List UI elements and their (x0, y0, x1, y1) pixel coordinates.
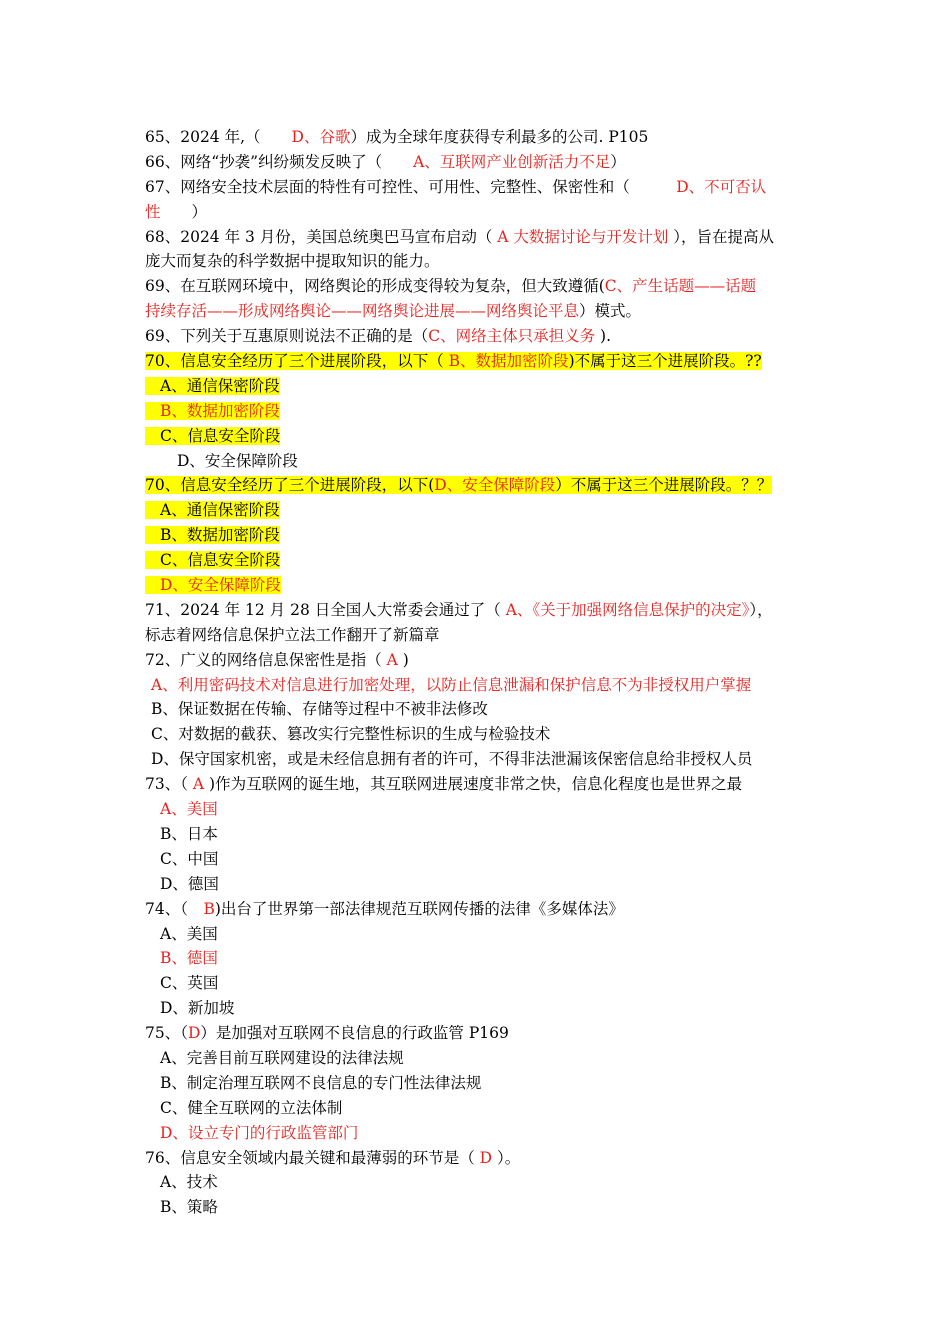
option-text: C、中国 (160, 849, 219, 868)
option-text: D、安全保障阶段 (177, 451, 298, 470)
question-q68 (145, 225, 810, 250)
answer-option (145, 1195, 810, 1220)
question-text: )出台了世界第一部法律规范互联网传播的法律《多媒体法》 (214, 899, 624, 918)
option-text: B、策略 (160, 1198, 218, 1217)
option-text: D、保守国家机密，或是未经信息拥有者的许可，不得非法泄漏该保密信息给非授权人员 (151, 750, 753, 769)
question-71-cont (145, 623, 810, 648)
question-text: 76、信息安全领域内最关键和最薄弱的环节是（ (145, 1148, 480, 1167)
option-label (151, 750, 752, 768)
answer-option (145, 946, 810, 971)
question-text: ）成为全球年度获得专利最多的公司. P105 (350, 128, 649, 146)
answer-option (145, 922, 810, 947)
question-text: ) (397, 650, 409, 669)
answer-option (145, 424, 810, 449)
answer-option (145, 1121, 810, 1146)
question-text: ）， (749, 600, 773, 619)
answer-option (145, 1170, 810, 1195)
option-label (160, 800, 218, 818)
answer-option (145, 747, 810, 772)
answer-option (145, 548, 810, 573)
correct-option-text: D、设立专门的行政监管部门 (160, 1123, 359, 1142)
answer-text: A、《关于加强网络信息保护的决定》 (505, 600, 750, 619)
question-text: ). (595, 327, 612, 346)
answer-text: D、安全保障阶段 (434, 476, 556, 495)
question-text: 70、信息安全经历了三个进展阶段，以下( (145, 476, 435, 495)
option-text: C、健全互联网的立法体制 (160, 1098, 343, 1117)
option-text: C、英国 (160, 974, 219, 993)
question-list (145, 125, 810, 1220)
answer-option (145, 996, 810, 1021)
question-text: 69、在互联网环境中，网络舆论的形成变得较为复杂，但大致遵循( (145, 277, 605, 296)
answer-text: 性 (145, 202, 161, 221)
option-label (151, 676, 751, 694)
option-text: D、新加坡 (160, 999, 235, 1018)
option-text: B、日本 (160, 824, 218, 843)
option-text: C、信息安全阶段 (160, 551, 281, 570)
option-label (145, 576, 281, 594)
answer-option (145, 1071, 810, 1096)
question-text: ）是加强对互联网不良信息的行政监管 P169 (200, 1024, 509, 1043)
question-text: 标志着网络信息保护立法工作翻开了新篇章 (145, 625, 440, 644)
question-text: 65、2024 年,（ (145, 128, 292, 146)
correct-option-text: B、德国 (160, 949, 218, 968)
question-70a (145, 349, 810, 374)
answer-option (145, 573, 810, 598)
option-text: A、通信保密阶段 (160, 501, 280, 520)
option-label (160, 949, 218, 967)
option-label (145, 551, 280, 569)
question-text: 75、（ (145, 1024, 188, 1043)
option-label (177, 452, 298, 470)
answer-option (145, 399, 810, 424)
option-text: C、信息安全阶段 (160, 426, 281, 445)
option-label (145, 526, 280, 544)
answer-option (145, 374, 810, 399)
answer-option (145, 797, 810, 822)
question-text: 67、网络安全技术层面的特性有可控性、可用性、完整性、保密性和（ (145, 177, 677, 196)
correct-option-text: B、数据加密阶段 (160, 401, 280, 420)
question-75 (145, 1021, 810, 1046)
answer-option (145, 673, 810, 698)
question-72 (145, 648, 810, 673)
option-text: A、技术 (160, 1173, 218, 1192)
question-70b (145, 473, 810, 498)
question-text: 73、（ (145, 775, 193, 794)
option-label (160, 1173, 218, 1191)
option-text: A、美国 (160, 924, 218, 943)
answer-text: D、不可否认 (676, 177, 767, 196)
question-q69b (145, 324, 810, 349)
question-q67 (145, 175, 810, 200)
option-label (160, 1099, 342, 1117)
question-text: 72、广义的网络信息保密性是指（ (145, 650, 387, 669)
question-74 (145, 897, 810, 922)
answer-text: A (192, 775, 205, 794)
option-text: B、数据加密阶段 (160, 526, 280, 545)
option-label (145, 377, 280, 395)
question-text: 69、下列关于互惠原则说法不正确的是（ (145, 327, 429, 346)
option-label (145, 402, 280, 420)
question-q68-cont (145, 249, 810, 274)
answer-option (145, 498, 810, 523)
answer-option (145, 971, 810, 996)
question-text: ） (610, 152, 626, 171)
question-text: 71、2024 年 12 月 28 日全国人大常委会通过了（ (145, 600, 506, 619)
answer-text: D (187, 1024, 201, 1043)
correct-option-text: A、利用密码技术对信息进行加密处理，以防止信息泄漏和保护信息不为非授权用户掌握 (151, 675, 752, 694)
option-label (160, 1198, 218, 1216)
question-text: 庞大而复杂的科学数据中提取知识的能力。 (145, 252, 440, 271)
option-text: B、制定治理互联网不良信息的专门性法律法规 (160, 1073, 482, 1092)
option-label (160, 875, 219, 893)
answer-text: B (203, 899, 215, 918)
option-label (151, 725, 550, 743)
question-text: )不属于这三个进展阶段。?? (568, 352, 762, 371)
option-label (160, 925, 218, 943)
option-text: B、保证数据在传输、存储等过程中不被非法修改 (151, 700, 488, 719)
answer-text: C、产生话题——话题 (604, 277, 757, 296)
option-label (160, 974, 218, 992)
answer-option (145, 523, 810, 548)
answer-text: A 大数据讨论与开发计划 (497, 227, 669, 246)
question-76 (145, 1146, 810, 1171)
option-label (160, 850, 218, 868)
question-73 (145, 772, 810, 797)
question-text: 74、（ (145, 899, 204, 918)
answer-option (145, 722, 810, 747)
correct-option-text: A、美国 (160, 800, 218, 819)
question-q69a (145, 274, 810, 299)
question-text: )作为互联网的诞生地，其互联网进展速度非常之快，信息化程度也是世界之最 (204, 775, 743, 794)
highlight (145, 352, 762, 370)
option-label (151, 700, 488, 718)
answer-option (145, 1096, 810, 1121)
option-label (145, 427, 280, 445)
answer-option (145, 449, 810, 474)
question-q67-cont (145, 200, 810, 225)
option-label (160, 1074, 481, 1092)
option-text: A、通信保密阶段 (160, 376, 280, 395)
option-text: A、完善目前互联网建设的法律法规 (160, 1048, 404, 1067)
question-text: 66、网络“抄袭”纠纷频发反映了（ (145, 152, 414, 171)
option-label (160, 1049, 404, 1067)
answer-text: D (479, 1148, 493, 1167)
question-71 (145, 598, 810, 623)
correct-option-text: D、安全保障阶段 (160, 576, 281, 595)
question-text: ）模式。 (579, 302, 642, 321)
question-text: 68、2024 年 3 月份，美国总统奥巴马宣布启动（ (145, 227, 498, 246)
option-label (160, 999, 234, 1017)
question-text: ） (160, 202, 208, 221)
answer-text: A、互联网产业创新活力不足 (413, 152, 611, 171)
answer-text: 持续存活——形成网络舆论——网络舆论进展——网络舆论平息 (145, 302, 580, 321)
answer-text: C、网络主体只承担义务 (428, 327, 596, 346)
question-text: ）。 (492, 1148, 521, 1167)
question-text: ），旨在提高从 (668, 227, 775, 246)
option-label (160, 825, 218, 843)
highlight (145, 476, 772, 494)
answer-text: D、谷歌 (291, 128, 351, 146)
question-text: ）不属于这三个进展阶段。？？ (555, 476, 773, 495)
answer-option (145, 822, 810, 847)
answer-option (145, 697, 810, 722)
answer-option (145, 1046, 810, 1071)
option-text: D、德国 (160, 874, 219, 893)
answer-text: A (386, 650, 398, 669)
option-label (145, 501, 280, 519)
answer-option (145, 847, 810, 872)
answer-option (145, 872, 810, 897)
option-label (160, 1124, 358, 1142)
question-text: 70、信息安全经历了三个进展阶段，以下（ (145, 352, 449, 371)
question-q69a-cont (145, 299, 810, 324)
option-text: C、对数据的截获、篡改实行完整性标识的生成与检验技术 (151, 725, 551, 744)
answer-text: B、数据加密阶段 (448, 352, 569, 371)
question-q66 (145, 150, 810, 175)
question-q65a (145, 125, 810, 150)
